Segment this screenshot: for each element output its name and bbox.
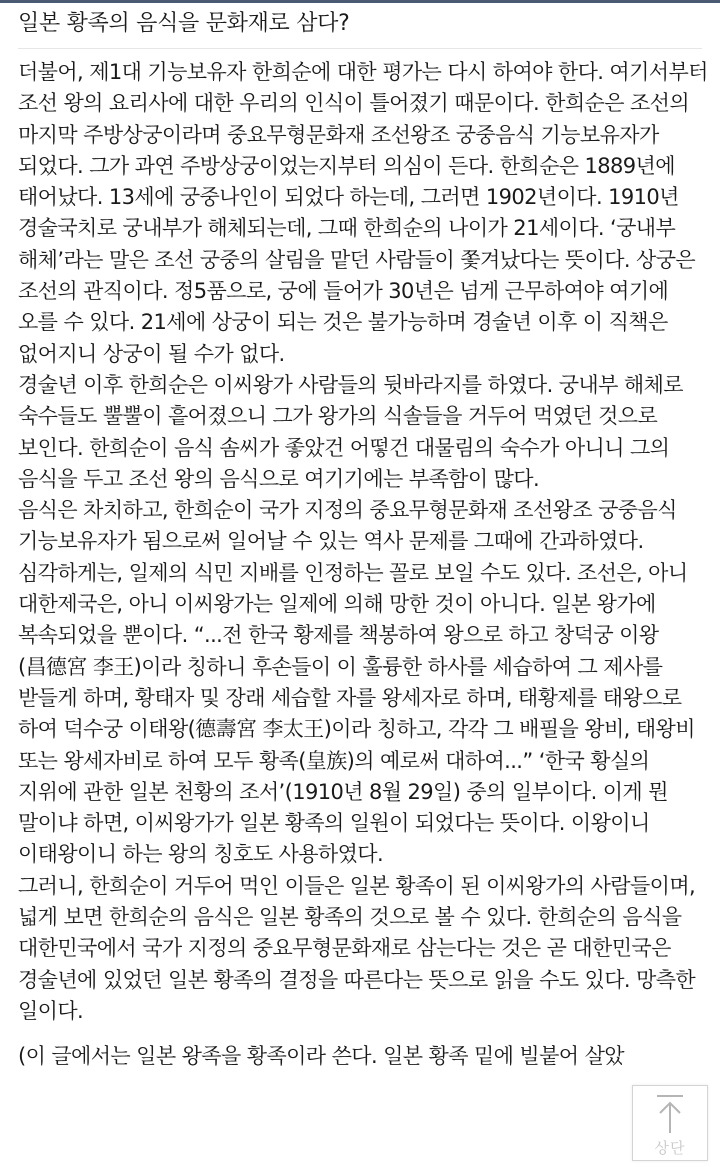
paragraph-1: 더불어, 제1대 기능보유자 한희순에 대한 평가는 다시 하여야 한다. 여기서부터 조선 왕의 요리사에 대한 우리의 인식이 틀어졌기 때문이다. 한희순은 조선의 마지막 주방상궁이라며 중요무형문화재 조선왕조 궁중음식 기능보유자가 되었다. 그가 과연 주방상궁이었는지부터 의심이 든다. 한희순은 1889년에 태어났다. 13세에 궁중나인이 되었다 하는데, 그러면 1902년이다. 1910년 경술국치로 궁내부가 해체되는데, 그때 한희순의 나이가 21세이다. ‘궁내부 해체’라는 말은 조선 궁중의 살림을 맡던 사람들이 쫓겨났다는 뜻이다. 상궁은 조선의 관직이다. 정5품으로, 궁에 들어가 30년은 넘게 근무하여야 여기에 오를 수 있다. 21세에 상궁이 되는 것은 불가능하며 경술년 이후 이 직책은 없어지니 상궁이 될 수가 없다. [18,60,708,366]
paragraph-3: 음식은 차치하고, 한희순이 국가 지정의 중요무형문화재 조선왕조 궁중음식 기능보유자가 됨으로써 일어날 수 있는 역사 문제를 그때에 간과하였다. 심각하게는, 일제의 식민 지배를 인정하는 꼴로 보일 수도 있다. 조선은, 아니 대한제국은, 아니 이씨왕가는 일제에 의해 망한 것이 아니다. 일본 왕가에 복속되었을 뿐이다. “...전 한국 황제를 책봉하여 왕으로 하고 창덕궁 이왕(昌德宮 李王)이라 칭하니 후손들이 이 훌륭한 하사를 세습하여 그 제사를 받들게 하며, 황태자 및 장래 세습할 자를 왕세자로 하며, 태황제를 태왕으로 하여 덕수궁 이태왕(德壽宮 李太王)이라 칭하고, 각각 그 배필을 왕비, 태왕비 또는 왕세자비로 하여 모두 황족(皇族)의 예로써 대하여...” ‘한국 황실의 지위에 관한 일본 천황의 조서’(1910년 8월 29일) 중의 일부이다. 이게 뭔 말이냐 하면, 이씨왕가가 일본 황족의 일원이 되었다는 뜻이다. 이왕이니 이태왕이니 하는 왕의 칭호도 사용하였다. [18,498,695,867]
paragraph-2: 경술년 이후 한희순은 이씨왕가 사람들의 뒷바라지를 하였다. 궁내부 해체로 숙수들도 뿔뿔이 흩어졌으니 그가 왕가의 식솔들을 거두어 먹였던 것으로 보인다. 한희순이 음식 솜씨가 좋았건 어떻건 대물림의 숙수가 아니니 그의 음식을 두고 조선 왕의 음식으로 여기기에는 부족함이 많다. [18,372,683,491]
arrow-up-icon [655,1094,685,1134]
paragraph-4: 그러니, 한희순이 거두어 먹인 이들은 일본 황족이 된 이씨왕가의 사람들이며, 넓게 보면 한희순의 음식은 일본 황족의 것으로 볼 수 있다. 한희순의 음식을 대한민국에서 국가 지정의 중요무형문화재로 삼는다는 것은 곧 대한민국은 경술년에 있었던 일본 황족의 결정을 따른다는 뜻으로 읽을 수도 있다. 망측한 일이다. [18,873,696,1023]
article-body [18,57,708,1072]
top-border [0,0,720,3]
scroll-to-top-button[interactable] [632,1085,708,1161]
scroll-to-top-label: 상단 [654,1139,686,1157]
title-divider [18,48,702,49]
paragraph-5-partial: (이 글에서는 일본 왕족을 황족이라 쓴다. 일본 황족 밑에 빌붙어 살았 [18,1044,624,1069]
article [18,6,708,1072]
article-title: 일본 황족의 음식을 문화재로 삼다? [18,11,350,36]
